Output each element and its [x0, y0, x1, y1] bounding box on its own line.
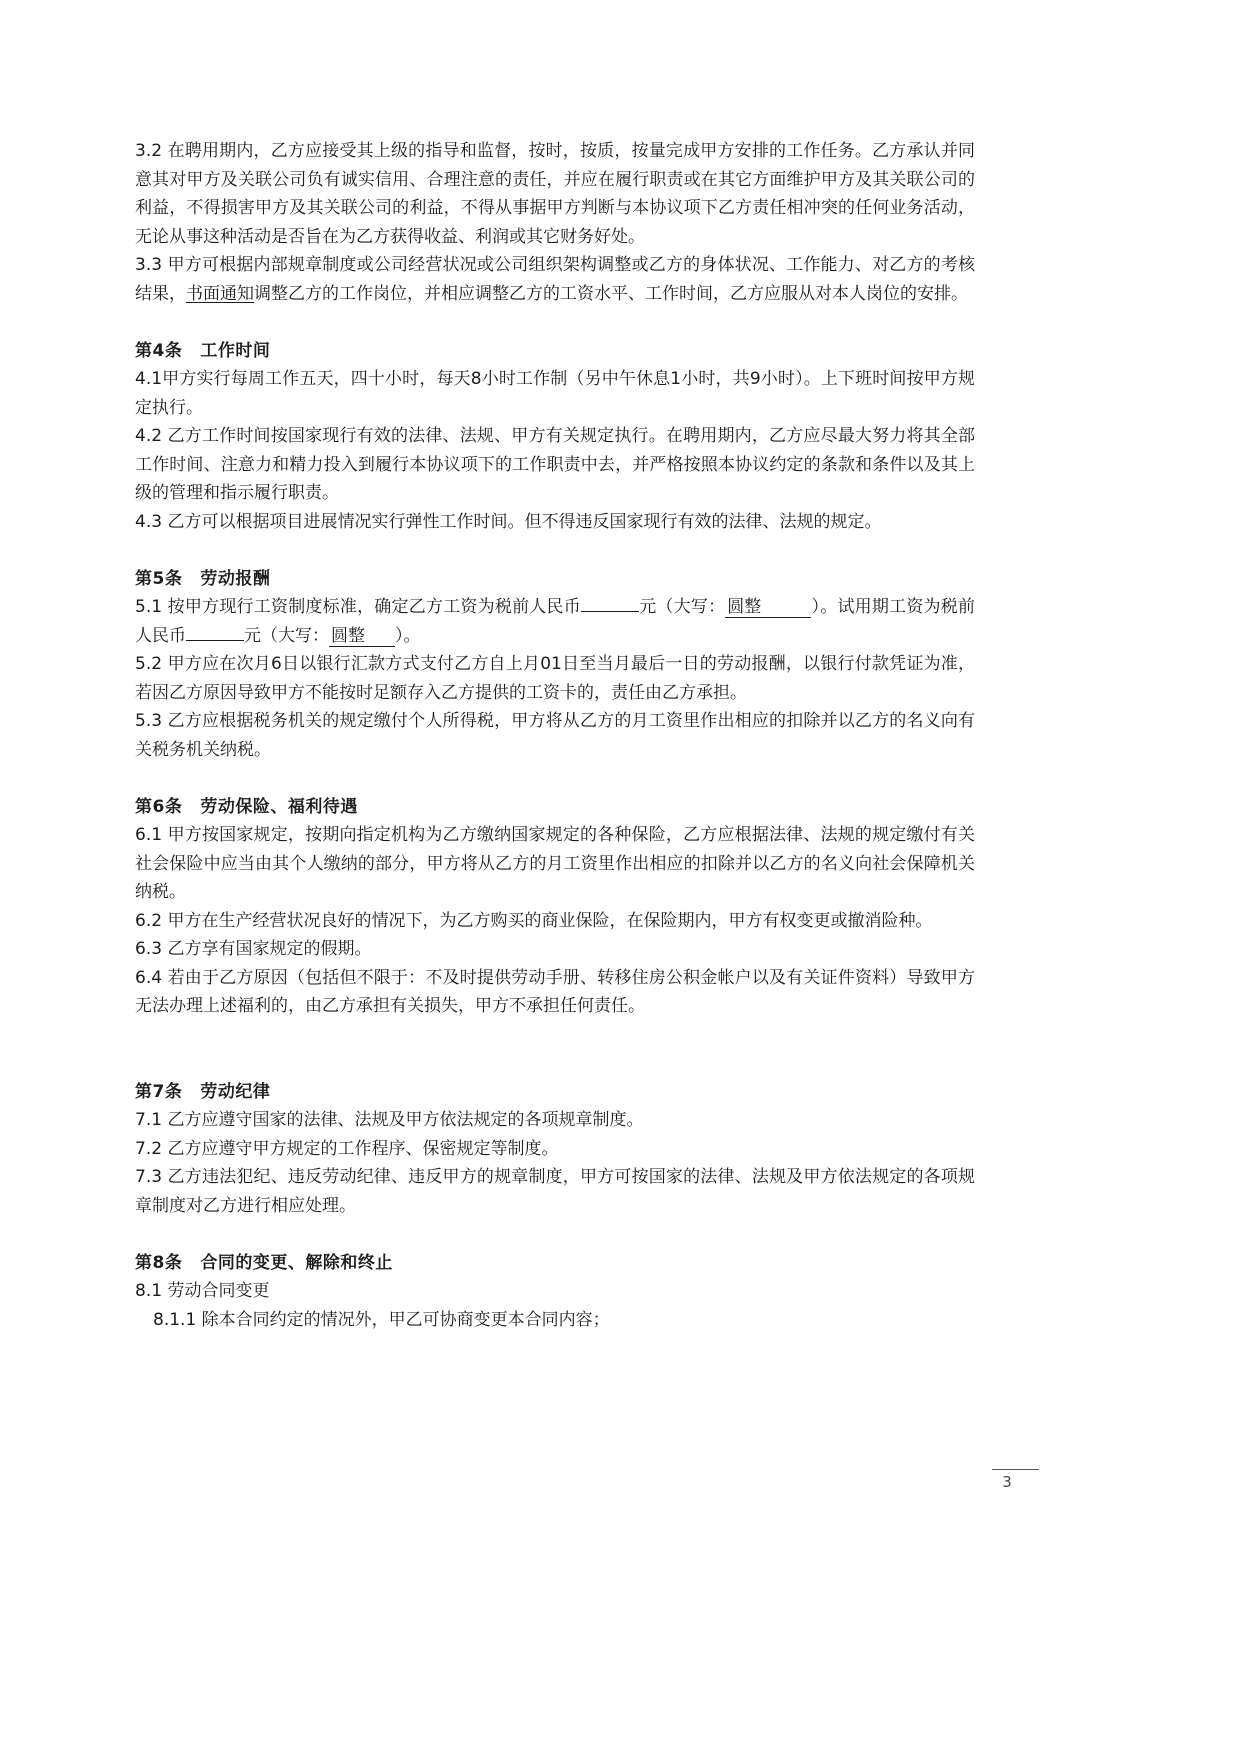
paragraph-5-1-text-b: 元（大写： — [638, 597, 726, 617]
paragraph-4-2: 4.2 乙方工作时间按国家现行有效的法律、法规、甲方有关规定执行。在聘用期内，乙方应尽最大努力将其全部工作时间、注意力和精力投入到履行本协议项下的工作职责中去，并严格按照本协议约定的条款和条件以及其上级的管理和指示履行职责。 — [135, 426, 975, 503]
footer-rule — [992, 1469, 1039, 1470]
spacer — [135, 308, 975, 337]
paragraph-3-3 — [135, 251, 975, 308]
salary-amount-blank — [581, 593, 639, 612]
paragraph-5-1 — [135, 593, 975, 650]
clause-8-number: 第8条 — [135, 1252, 183, 1273]
spacer — [135, 536, 975, 565]
paragraph-5-1-text-c: ）。试用期工资为税前人民币 — [135, 597, 976, 646]
clause-5-title: 劳动报酬 — [200, 568, 271, 589]
paragraph-5-1-text-a: 5.1 按甲方现行工资制度标准，确定乙方工资为税前人民币 — [135, 597, 581, 617]
salary-uppercase-fill: 圆整 — [725, 597, 811, 618]
paragraph-8-1: 8.1 劳动合同变更 — [135, 1281, 270, 1301]
paragraph-4-3: 4.3 乙方可以根据项目进展情况实行弹性工作时间。但不得违反国家现行有效的法律、法规的规定。 — [135, 511, 882, 532]
spacer — [135, 764, 975, 793]
probation-uppercase-fill: 圆整 — [329, 626, 395, 647]
paragraph-5-3: 5.3 乙方应根据税务机关的规定缴付个人所得税，甲方将从乙方的月工资里作出相应的扣除并以乙方的名义向有关税务机关纳税。 — [135, 711, 975, 760]
clause-7-heading — [135, 1078, 975, 1107]
clause-7-number: 第7条 — [135, 1081, 183, 1102]
paragraph-7-2: 7.2 乙方应遵守甲方规定的工作程序、保密规定等制度。 — [135, 1138, 559, 1159]
page-number: 3 — [1002, 1473, 1012, 1491]
paragraph-8-1-1: 8.1.1 除本合同约定的情况外，甲乙可协商变更本合同内容； — [153, 1309, 610, 1330]
paragraph-4-1: 4.1甲方实行每周工作五天，四十小时，每天8小时工作制（另中午休息1小时，共9小时）。上下班时间按甲方规定执行。 — [135, 369, 975, 418]
paragraph-5-1-text-d: 元（大写： — [244, 625, 329, 646]
document-body — [135, 137, 975, 1334]
paragraph-3-3-text-a: 3.3 甲方可根据内部规章制度或公司经营状况或公司组织架构调整或乙方的身体状况、工作能力、对乙方的考核结果， — [135, 255, 975, 304]
paragraph-5-2: 5.2 甲方应在次月6日以银行汇款方式支付乙方自上月01日至当月最后一日的劳动报酬，以银行付款凭证为准，若因乙方原因导致甲方不能按时足额存入乙方提供的工资卡的，责任由乙方承担。 — [135, 654, 975, 703]
spacer — [135, 1021, 975, 1078]
paragraph-6-4: 6.4 若由于乙方原因（包括但不限于：不及时提供劳动手册、转移住房公积金帐户以及有关证件资料）导致甲方无法办理上述福利的，由乙方承担有关损失，甲方不承担任何责任。 — [135, 967, 975, 1016]
clause-6-title: 劳动保险、福利待遇 — [200, 796, 358, 817]
paragraph-7-3: 7.3 乙方违法犯纪、违反劳动纪律、违反甲方的规章制度，甲方可按国家的法律、法规及甲方依法规定的各项规章制度对乙方进行相应处理。 — [135, 1167, 975, 1216]
underlined-written-notice: 书面通知 — [186, 283, 254, 304]
clause-5-number: 第5条 — [135, 568, 183, 589]
paragraph-6-2: 6.2 甲方在生产经营状况良好的情况下，为乙方购买的商业保险，在保险期内，甲方有权变更或撤消险种。 — [135, 910, 933, 931]
spacer — [135, 1220, 975, 1249]
paragraph-7-1: 7.1 乙方应遵守国家的法律、法规及甲方依法规定的各项规章制度。 — [135, 1110, 644, 1130]
clause-4-heading — [135, 337, 975, 366]
clause-6-heading — [135, 793, 975, 822]
clause-7-title: 劳动纪律 — [200, 1081, 271, 1102]
clause-5-heading — [135, 565, 975, 594]
clause-6-number: 第6条 — [135, 796, 183, 817]
probation-amount-blank — [186, 622, 244, 641]
clause-4-number: 第4条 — [135, 340, 183, 361]
clause-8-title: 合同的变更、解除和终止 — [200, 1252, 393, 1273]
clause-8-heading — [135, 1249, 975, 1278]
paragraph-5-1-text-e: ）。 — [395, 625, 421, 646]
paragraph-6-3: 6.3 乙方享有国家规定的假期。 — [135, 939, 372, 959]
clause-4-title: 工作时间 — [200, 340, 271, 361]
paragraph-3-2: 3.2 在聘用期内，乙方应接受其上级的指导和监督，按时，按质，按量完成甲方安排的工作任务。乙方承认并同意其对甲方及关联公司负有诚实信用、合理注意的责任，并应在履行职责或在其它方面维护甲方及其关联公司的利益，不得损害甲方及其关联公司的利益，不得从事据甲方判断与本协议项下乙方责任相冲突的任何业务活动，无论从事这种活动是否旨在为乙方获得收益、利润或其它财务好处。 — [135, 141, 975, 247]
paragraph-3-3-text-b: 调整乙方的工作岗位，并相应调整乙方的工资水平、工作时间，乙方应服从对本人岗位的安排。 — [254, 283, 968, 304]
paragraph-6-1: 6.1 甲方按国家规定，按期向指定机构为乙方缴纳国家规定的各种保险，乙方应根据法律、法规的规定缴付有关社会保险中应当由其个人缴纳的部分，甲方将从乙方的月工资里作出相应的扣除并以乙方的名义向社会保障机关纳税。 — [135, 825, 975, 902]
